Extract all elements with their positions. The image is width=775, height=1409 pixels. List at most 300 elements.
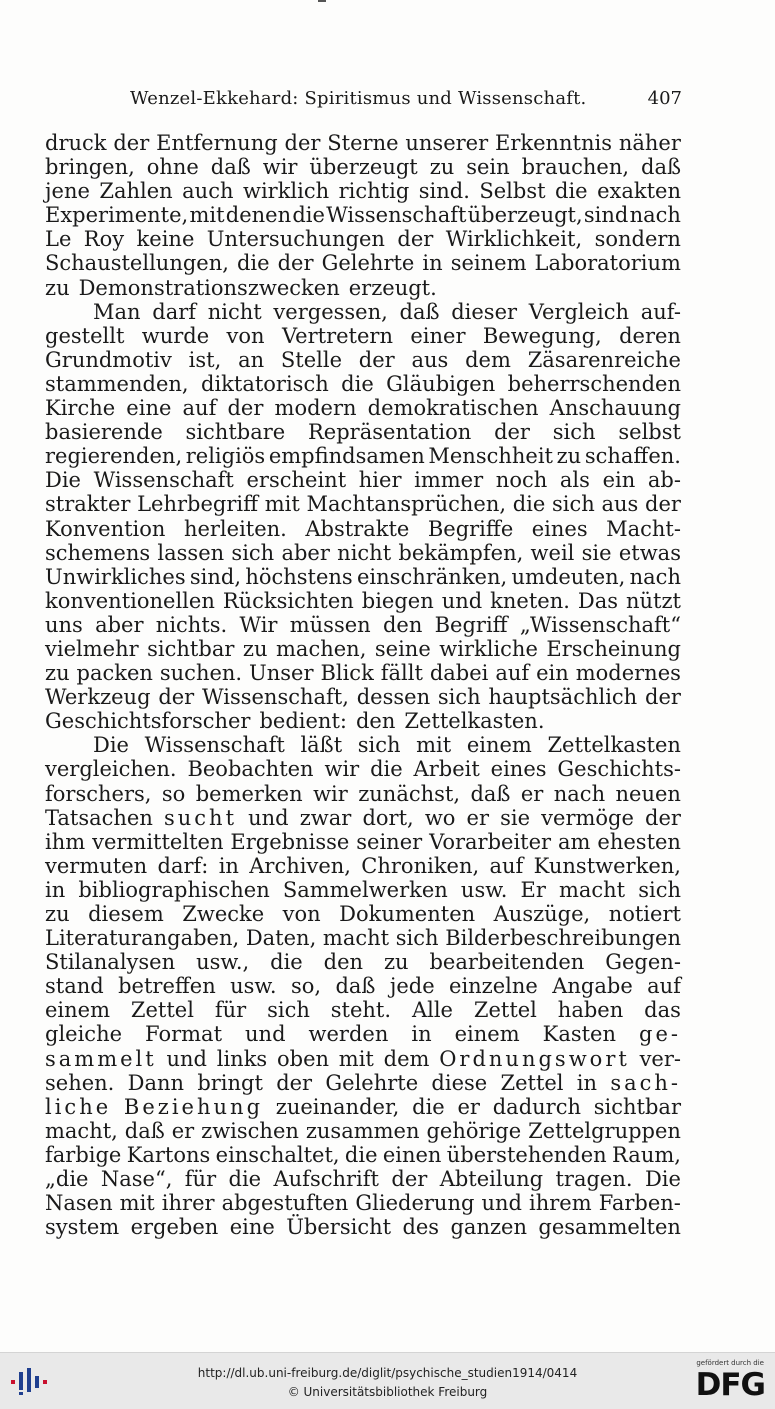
word: aber (281, 540, 330, 565)
word: die (412, 1094, 445, 1119)
text-line (45, 613, 681, 637)
word: religiös (185, 444, 266, 469)
word: Gläubigen (386, 371, 496, 396)
word: zusammen (305, 1118, 420, 1143)
word: die (341, 371, 374, 396)
word: dem (465, 347, 511, 372)
word: forschers, (45, 781, 152, 806)
word: die (270, 950, 303, 975)
word: stammenden, (45, 371, 189, 396)
word: auch (182, 179, 234, 204)
word: der (645, 805, 681, 830)
word: Gelehrte (325, 1070, 419, 1095)
word: wirklich (242, 179, 330, 204)
text-line (45, 733, 681, 757)
word: der (158, 685, 195, 710)
word: sichtbar (593, 1094, 681, 1119)
word: so (161, 781, 186, 806)
word: nach (629, 203, 681, 228)
word: auf- (640, 299, 681, 324)
word: Zettel (473, 998, 537, 1023)
text-line (45, 251, 681, 275)
word: Grundmotiv (45, 347, 172, 372)
word: überzeugt, (467, 203, 583, 228)
word: Nasen (45, 1191, 113, 1216)
word: links (216, 1046, 268, 1071)
word: mit (189, 203, 225, 228)
word: sich (638, 877, 681, 902)
word: Begriff (434, 612, 508, 637)
word: Übersicht (286, 1215, 392, 1240)
word: ge- (639, 1022, 681, 1047)
word: Unser (249, 661, 314, 686)
text-line (45, 348, 681, 372)
text-line (45, 830, 681, 854)
word: zu (45, 902, 70, 926)
word: Daten, (245, 926, 317, 951)
word: kneten. (490, 588, 570, 613)
word: macht (322, 926, 390, 951)
word: Geschichts- (557, 757, 681, 782)
word: ihm (45, 829, 86, 854)
word: zunächst, (358, 781, 461, 806)
word: packen (76, 661, 153, 686)
word: zu (242, 636, 268, 661)
word: hauptsächlich (488, 685, 638, 710)
word: in (411, 1022, 432, 1047)
word: eines (490, 757, 547, 782)
word: erscheint (246, 468, 347, 493)
text-line (45, 300, 681, 324)
word: mit (416, 733, 452, 758)
word: mit (338, 1046, 374, 1071)
word: Arbeit (413, 757, 480, 782)
word: an (238, 347, 265, 372)
word: ein (536, 661, 569, 686)
word: Gliederung (355, 1191, 475, 1216)
word: weil (530, 540, 575, 565)
text-line (45, 926, 681, 950)
text-line (45, 902, 681, 926)
word: Kartons (126, 1142, 211, 1167)
word: von (226, 323, 265, 348)
word: sich (231, 540, 275, 565)
text-line (45, 1215, 681, 1239)
footer-bar (0, 1352, 775, 1409)
text-line (45, 782, 681, 806)
word: vergleichen. (45, 757, 177, 782)
word: „Wissenschaft“ (519, 612, 681, 637)
word: sich (437, 685, 481, 710)
word: Sterne (327, 131, 399, 155)
word: modern (274, 396, 357, 421)
word: daß (641, 155, 681, 180)
word: des (402, 1215, 440, 1240)
text-line (45, 998, 681, 1022)
word: Demonstrationszwecken (78, 275, 340, 300)
word: für (184, 1167, 217, 1192)
word: sichtbar (147, 636, 235, 661)
word: dabei (429, 661, 489, 686)
word: der (276, 1070, 313, 1095)
word: Wissenschaft (144, 733, 285, 758)
word: unserer (405, 131, 489, 155)
word: werden (308, 1022, 389, 1047)
word: auf (495, 661, 530, 686)
word: ein (602, 468, 636, 493)
word: einer (410, 323, 466, 348)
word: Das (577, 588, 618, 613)
word: neuen (615, 781, 681, 806)
word: usw., (196, 950, 250, 975)
word: Abstrakte (305, 516, 410, 541)
word: macht (558, 877, 626, 902)
word: empfindsamen (268, 444, 425, 469)
word: in (218, 853, 239, 878)
text-line (45, 757, 681, 781)
word: Rücksichten (222, 588, 354, 613)
text-line (45, 227, 681, 251)
word: in (45, 877, 66, 902)
word: der (277, 251, 314, 276)
word: Archiven, (249, 853, 351, 878)
word: Blick (320, 661, 374, 686)
word: diesem (88, 902, 164, 926)
word: wo (424, 805, 456, 830)
word: bringt (197, 1070, 263, 1095)
word: aus (601, 492, 639, 517)
word: herleiten. (183, 516, 287, 541)
word: exakten (597, 179, 681, 204)
word: die (292, 203, 325, 228)
text-line (45, 854, 681, 878)
word: Erscheinung (546, 636, 681, 661)
body-text (45, 131, 681, 1239)
word: er (457, 1094, 480, 1119)
copyright-notice: © Universitätsbibliothek Freiburg (287, 1385, 488, 1399)
word: nach (553, 781, 606, 806)
text-line (45, 131, 681, 155)
word: auf (182, 396, 217, 421)
word: Ordnungswort (439, 1046, 630, 1071)
word: überzeugt (309, 155, 418, 180)
word: wir (324, 757, 360, 782)
word: Vertretern (281, 323, 393, 348)
word: einschränken, (357, 564, 508, 589)
word: richtig (338, 179, 410, 204)
word: Begriffe (427, 516, 514, 541)
word: etwas (618, 540, 681, 565)
word: Zahlen (99, 179, 173, 204)
word: er (466, 805, 490, 830)
word: deren (619, 323, 681, 348)
source-url-link[interactable]: http://dl.ub.uni-freiburg.de/diglit/psychische_studien1914/0414 (197, 1366, 578, 1380)
word: die (344, 1142, 378, 1167)
word: Geschichtsforscher (45, 709, 251, 734)
word: und (481, 1191, 522, 1216)
word: ihrem (529, 1191, 592, 1216)
word: nicht (337, 540, 392, 565)
word: einem (466, 733, 532, 758)
word: dadurch (492, 1094, 581, 1119)
word: Konvention (45, 516, 166, 541)
word: abgestuften (221, 1191, 349, 1216)
word: gesammelten (538, 1215, 681, 1240)
word: läßt (300, 733, 343, 758)
word: der (645, 492, 681, 517)
word: keine (136, 227, 195, 252)
word: sich (267, 998, 310, 1023)
word: die (512, 492, 546, 517)
text-line (45, 1143, 681, 1167)
word: bearbeitenden (429, 950, 585, 975)
word: wirkliche (439, 636, 538, 661)
word: das (644, 998, 681, 1023)
word: der (397, 227, 434, 252)
word: Zettel (130, 998, 194, 1023)
word: notiert (608, 902, 681, 926)
word: liche (45, 1094, 112, 1119)
word: Ergebnisse (230, 829, 350, 854)
word: Vorarbeiter (429, 829, 552, 854)
word: dieser (451, 299, 518, 324)
word: noch (495, 468, 548, 493)
word: die (236, 251, 270, 276)
word: in (576, 1070, 598, 1095)
word: dem (383, 1046, 430, 1071)
word: Raum, (612, 1142, 681, 1167)
word: eine (126, 396, 172, 421)
word: sucht (163, 805, 238, 830)
word: gleiche (45, 1022, 123, 1047)
word: der (284, 131, 321, 155)
text-line (45, 709, 681, 733)
word: vielmehr (45, 636, 139, 661)
word: die (228, 1167, 262, 1192)
word: zu (45, 661, 70, 686)
word: sie (500, 805, 531, 830)
text-line (45, 685, 681, 709)
word: einzelne (449, 974, 538, 999)
word: sammelt (45, 1046, 157, 1071)
word: betreffen (118, 974, 216, 999)
word: sein (466, 155, 510, 180)
word: der (391, 1167, 428, 1192)
word: so, (290, 974, 322, 999)
running-head (130, 86, 682, 112)
word: Selbst (479, 179, 546, 204)
dfg-logo[interactable]: DFG (695, 1367, 765, 1403)
word: Kunstwerken, (533, 853, 681, 878)
text-line (45, 589, 681, 613)
word: diese (431, 1070, 488, 1095)
word: der (645, 685, 681, 710)
word: der (358, 347, 395, 372)
word: Nase“, (100, 1167, 173, 1192)
word: Machtansprüchen, (306, 492, 507, 517)
word: biegen (361, 588, 434, 613)
word: daß (210, 155, 251, 180)
word: für (214, 998, 247, 1023)
word: basierende (45, 420, 163, 445)
word: sind. (418, 179, 470, 204)
text-line (45, 1071, 681, 1095)
word: Werkzeug (45, 685, 151, 710)
word: demokratischen (367, 396, 539, 421)
word: jene (45, 179, 90, 204)
word: suchen. (159, 661, 243, 686)
word: gestellt (45, 323, 125, 348)
word: selbst (618, 420, 681, 445)
word: denen (225, 203, 292, 228)
word: usw. (460, 877, 508, 902)
word: Laboratorium (534, 251, 681, 276)
word: Angabe (552, 974, 633, 999)
word: Menschheit (428, 444, 553, 469)
word: er (520, 781, 544, 806)
word: wir (313, 781, 348, 806)
word: Die (45, 468, 81, 493)
word: sach- (610, 1070, 681, 1095)
text-line (45, 179, 681, 203)
word: usw. (230, 974, 277, 999)
word: bemerken (195, 781, 303, 806)
word: in (422, 251, 443, 276)
word: Aufschrift (273, 1167, 379, 1192)
word: ohne (146, 155, 199, 180)
word: auf (647, 974, 681, 999)
word: farbige (45, 1142, 122, 1167)
word: Wissenschaft (93, 468, 234, 493)
word: wurde (141, 323, 210, 348)
text-line (45, 372, 681, 396)
word: ehesten (597, 829, 681, 854)
text-line (45, 324, 681, 348)
word: umdeuten, (511, 564, 626, 589)
word: sondern (594, 227, 681, 252)
word: seinem (450, 251, 527, 276)
word: Die (644, 1167, 681, 1192)
word: beherrschenden (507, 371, 681, 396)
word: sich (395, 926, 439, 951)
word: diktatorisch (201, 371, 329, 396)
word: seiner (356, 829, 423, 854)
word: schemens (45, 540, 151, 565)
word: seine (374, 636, 431, 661)
word: konventionellen (45, 588, 215, 613)
word: Lehrbegriff (137, 492, 259, 517)
text-line (45, 468, 681, 492)
word: Vergleich (528, 299, 630, 324)
word: näher (618, 131, 681, 155)
word: müssen (289, 612, 371, 637)
word: macht, (45, 1118, 118, 1143)
word: sich (552, 492, 595, 517)
word: Gegen- (605, 950, 681, 975)
word: tragen. (555, 1167, 633, 1192)
word: nichts. (155, 612, 228, 637)
word: Bilderbeschreibungen (445, 926, 681, 951)
word: überstehenden (446, 1142, 607, 1167)
text-line (45, 444, 681, 468)
word: hier (358, 468, 402, 493)
word: und (166, 1046, 207, 1071)
word: nützt (625, 588, 681, 613)
word: der (494, 420, 530, 445)
text-line (45, 517, 681, 541)
word: Format (145, 1022, 223, 1047)
word: machen, (276, 636, 367, 661)
word: Zettelkasten. (404, 709, 545, 734)
text-line (45, 420, 681, 444)
word: lassen (157, 540, 225, 565)
word: ab- (647, 468, 681, 493)
word: darf: (157, 853, 209, 878)
word: sichtbare (185, 420, 286, 445)
word: brauchen, (521, 155, 630, 180)
word: den (323, 950, 364, 975)
text-line (45, 203, 681, 227)
word: Dann (127, 1070, 185, 1095)
word: Abteilung (439, 1167, 544, 1192)
text-line (45, 155, 681, 179)
text-line (45, 276, 681, 300)
word: Beziehung (123, 1094, 264, 1119)
word: jede (389, 974, 435, 999)
word: zu (383, 950, 409, 975)
word: ihrer (161, 1191, 215, 1216)
word: Erkenntnis (494, 131, 613, 155)
word: Untersuchungen (206, 227, 385, 252)
word: fällt (380, 661, 423, 686)
text-line (45, 1022, 681, 1046)
word: er (171, 1118, 195, 1143)
word: Unwirkliches (45, 564, 186, 589)
word: Wissenschaft, (202, 685, 349, 710)
word: druck (45, 131, 107, 155)
page-number: 407 (647, 88, 682, 109)
word: Kasten (542, 1022, 617, 1047)
word: eine (229, 1215, 275, 1240)
text-line (45, 565, 681, 589)
word: regierenden, (45, 444, 183, 469)
word: darf (152, 299, 197, 324)
word: einem (454, 1022, 520, 1047)
word: haben (557, 998, 624, 1023)
word: steht. (330, 998, 392, 1023)
word: sind (583, 203, 629, 228)
word: Anschauung (549, 396, 681, 421)
word: Bewegung, (482, 323, 602, 348)
word: und (248, 805, 289, 830)
word: den (355, 709, 396, 734)
word: zu (45, 275, 70, 300)
text-line (45, 492, 681, 516)
word: und (245, 1022, 286, 1047)
word: Roy (83, 227, 125, 252)
word: Gelehrte (321, 251, 415, 276)
word: der (113, 131, 150, 155)
word: uns (45, 612, 83, 637)
word: Repräsentation (308, 420, 472, 445)
word: sich (357, 733, 401, 758)
word: aber (95, 612, 144, 637)
word: bekämpfen, (398, 540, 524, 565)
word: vermittelten (92, 829, 224, 854)
word: daß (124, 1118, 165, 1143)
word: zu (556, 444, 582, 469)
word: Er (520, 877, 546, 902)
